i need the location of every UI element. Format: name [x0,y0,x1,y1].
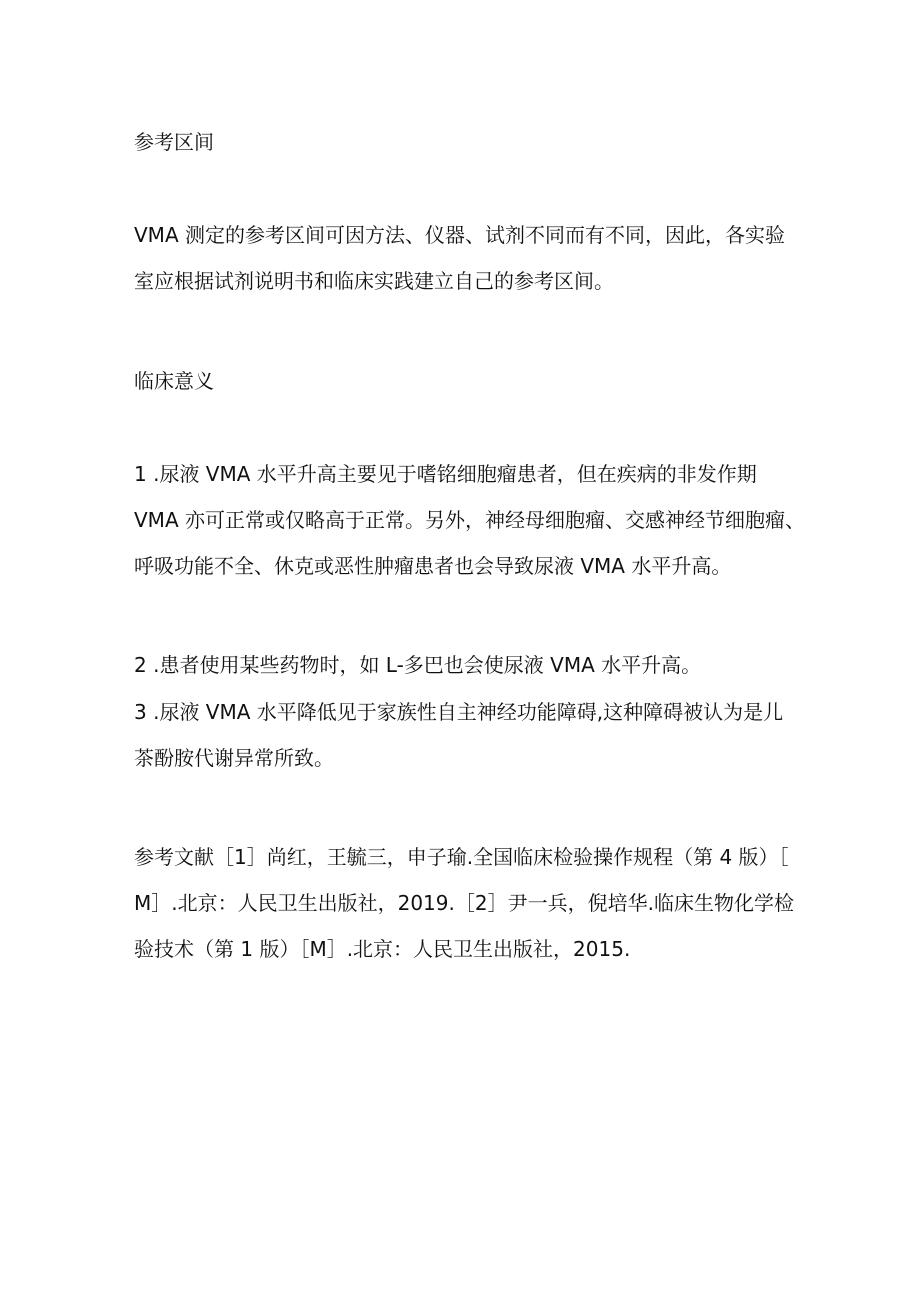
reference-line: 参考文献［1］尚红，王毓三，申子瑜.全国临床检验操作规程（第 4 版）［ [134,845,789,869]
paragraph-line: 室应根据试剂说明书和临床实践建立自己的参考区间。 [134,269,614,293]
item-line: 呼吸功能不全、休克或恶性肿瘤患者也会导致尿液 VMA 水平升高。 [134,554,732,578]
heading-text: 参考区间 [134,130,214,154]
reference-interval-paragraph [134,212,802,304]
clinical-item-2 [134,642,802,688]
item-line: 3 .尿液 VMA 水平降低见于家族性自主神经功能障碍,这种障碍被认为是儿 [134,700,784,724]
clinical-item-3 [134,689,802,781]
section-heading-clinical-significance [134,358,802,404]
item-line: 茶酚胺代谢异常所致。 [134,746,334,770]
section-heading-reference-interval [134,119,802,165]
heading-text: 临床意义 [134,369,214,393]
clinical-item-1 [134,451,805,589]
item-line: 2 .患者使用某些药物时，如 L-多巴也会使尿液 VMA 水平升高。 [134,653,702,677]
item-line: 1 .尿液 VMA 水平升高主要见于嗜铭细胞瘤患者，但在疾病的非发作期 [134,462,757,486]
reference-line: 验技术（第 1 版）［M］.北京：人民卫生出版社，2015. [134,937,631,961]
reference-line: M］.北京：人民卫生出版社，2019.［2］尹一兵，倪培华.临床生物化学检 [134,891,794,915]
item-line: VMA 亦可正常或仅略高于正常。另外，神经母细胞瘤、交感神经节细胞瘤、 [134,508,805,532]
paragraph-line: VMA 测定的参考区间可因方法、仪器、试剂不同而有不同，因此，各实验 [134,223,785,247]
references-paragraph [134,834,802,972]
